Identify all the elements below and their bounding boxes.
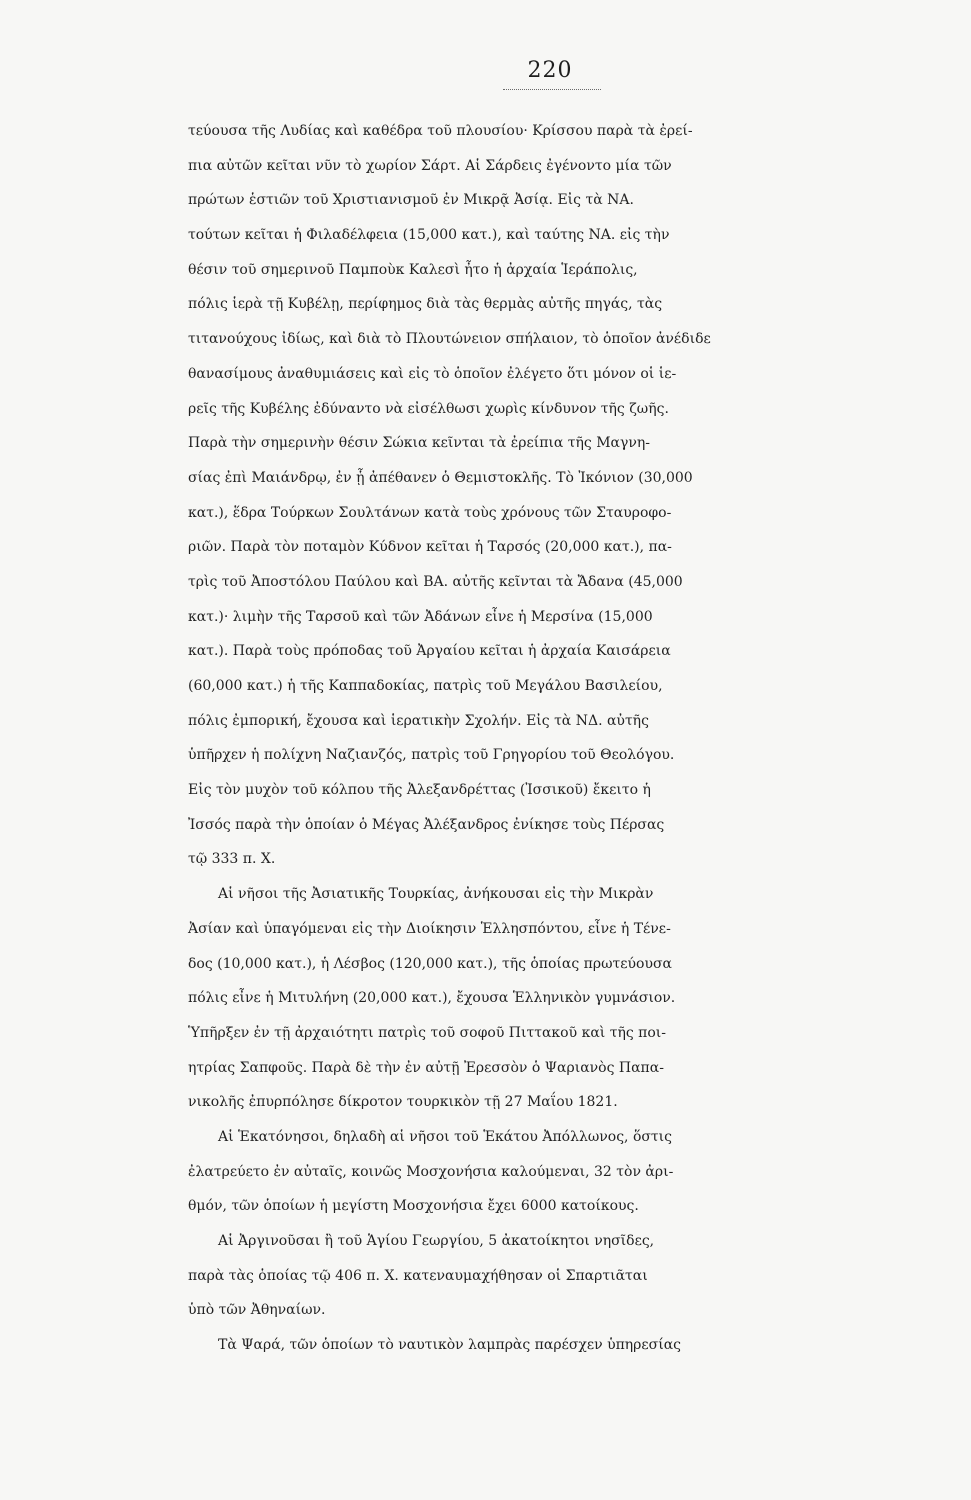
- text-line: ητρίας Σαπφοῦς. Παρὰ δὲ τὴν ἐν αὐτῇ Ἐρεσσὸν ὁ Ψαριανὸς Παπα-: [188, 1059, 664, 1076]
- text-line: πια αὐτῶν κεῖται νῦν τὸ χωρίον Σάρτ. Αἱ Σάρδεις ἐγένοντο μία τῶν: [188, 157, 672, 174]
- text-line: πρώτων ἑστιῶν τοῦ Χριστιανισμοῦ ἐν Μικρᾷ Ἀσίᾳ. Εἰς τὰ ΝΑ.: [188, 192, 634, 209]
- text-line: (60,000 κατ.) ἡ τῆς Καππαδοκίας, πατρὶς τοῦ Μεγάλου Βασιλείου,: [188, 678, 663, 694]
- page-number-rule: [503, 89, 601, 90]
- text-line: ὑπῆρχεν ἡ πολίχνη Ναζιανζός, πατρὶς τοῦ Γρηγορίου τοῦ Θεολόγου.: [188, 747, 675, 764]
- text-line: τῷ 333 π. Χ.: [188, 851, 276, 868]
- text-line: Αἱ Ἑκατόνησοι, δηλαδὴ αἱ νῆσοι τοῦ Ἑκάτου Ἀπόλλωνος, ὅστις: [218, 1128, 673, 1145]
- body-text: [188, 114, 968, 1363]
- text-line: τούτων κεῖται ἡ Φιλαδέλφεια (15,000 κατ.), καὶ ταύτης ΝΑ. εἰς τὴν: [188, 227, 670, 244]
- text-line: Ἀσίαν καὶ ὑπαγόμεναι εἰς τὴν Διοίκησιν Ἑλλησπόντου, εἶνε ἡ Τένε-: [188, 920, 671, 937]
- text-line: Αἱ νῆσοι τῆς Ἀσιατικῆς Τουρκίας, ἀνήκουσαι εἰς τὴν Μικρὰν: [218, 886, 654, 903]
- text-line: τιτανούχους ἰδίως, καὶ διὰ τὸ Πλουτώνειον σπήλαιον, τὸ ὁποῖον ἀνέδιδε: [188, 331, 711, 348]
- text-line: Ὑπῆρξεν ἐν τῇ ἀρχαιότητι πατρὶς τοῦ σοφοῦ Πιττακοῦ καὶ τῆς ποι-: [188, 1024, 666, 1041]
- text-line: κατ.)· λιμὴν τῆς Ταρσοῦ καὶ τῶν Ἀδάνων εἶνε ἡ Μερσίνα (15,000: [188, 608, 653, 625]
- text-line: Παρὰ τὴν σημερινὴν θέσιν Σώκια κεῖνται τὰ ἐρείπια τῆς Μαγνη-: [188, 435, 650, 452]
- text-line: νικολῆς ἐπυρπόλησε δίκροτον τουρκικὸν τῇ 27 Μαΐου 1821.: [188, 1094, 618, 1111]
- text-line: κατ.), ἕδρα Τούρκων Σουλτάνων κατὰ τοὺς χρόνους τῶν Σταυροφο-: [188, 504, 672, 521]
- text-line: θανασίμους ἀναθυμιάσεις καὶ εἰς τὸ ὁποῖον ἐλέγετο ὅτι μόνον οἱ ἱε-: [188, 365, 677, 382]
- text-line: παρὰ τὰς ὁποίας τῷ 406 π. Χ. κατεναυμαχήθησαν οἱ Σπαρτιᾶται: [188, 1267, 648, 1284]
- text-line: πόλις εἶνε ἡ Μιτυλήνη (20,000 κατ.), ἔχουσα Ἑλληνικὸν γυμνάσιον.: [188, 990, 676, 1007]
- text-line: ὑπὸ τῶν Ἀθηναίων.: [188, 1302, 326, 1319]
- text-line: θμόν, τῶν ὁποίων ἡ μεγίστη Μοσχονήσια ἔχει 6000 κατοίκους.: [188, 1198, 639, 1215]
- text-line: πόλις ἱερὰ τῇ Κυβέλῃ, περίφημος διὰ τὰς θερμὰς αὐτῆς πηγάς, τὰς: [188, 296, 663, 313]
- text-line: τεύουσα τῆς Λυδίας καὶ καθέδρα τοῦ πλουσίου· Κρίσσου παρὰ τὰ ἐρεί-: [188, 123, 693, 139]
- text-line: δος (10,000 κατ.), ἡ Λέσβος (120,000 κατ.), τῆς ὁποίας πρωτεύουσα: [188, 955, 672, 972]
- text-line: ρεῖς τῆς Κυβέλης ἐδύναντο νὰ εἰσέλθωσι χωρὶς κίνδυνον τῆς ζωῆς.: [188, 400, 669, 417]
- text-line: πόλις ἐμπορική, ἔχουσα καὶ ἱερατικὴν Σχολήν. Εἰς τὰ ΝΔ. αὐτῆς: [188, 712, 649, 729]
- text-line: Ἰσσός παρὰ τὴν ὁποίαν ὁ Μέγας Ἀλέξανδρος ἐνίκησε τοὺς Πέρσας: [188, 816, 665, 833]
- text-line: κατ.). Παρὰ τοὺς πρόποδας τοῦ Ἀργαίου κεῖται ἡ ἀρχαία Καισάρεια: [188, 643, 671, 660]
- text-line: τρὶς τοῦ Ἀποστόλου Παύλου καὶ ΒΑ. αὐτῆς κεῖνται τὰ Ἄδανα (45,000: [188, 573, 683, 590]
- text-line: Εἰς τὸν μυχὸν τοῦ κόλπου τῆς Ἀλεξανδρέττας (Ἰσσικοῦ) ἔκειτο ἡ: [188, 782, 651, 799]
- text-line: σίας ἐπὶ Μαιάνδρῳ, ἐν ᾗ ἀπέθανεν ὁ Θεμιστοκλῆς. Τὸ Ἰκόνιον (30,000: [188, 469, 693, 486]
- text-line: Αἱ Ἀργινοῦσαι ἢ τοῦ Ἁγίου Γεωργίου, 5 ἀκατοίκητοι νησῖδες,: [218, 1233, 655, 1249]
- page-number: 220: [527, 58, 573, 83]
- text-line: ριῶν. Παρὰ τὸν ποταμὸν Κύδνον κεῖται ἡ Ταρσός (20,000 κατ.), πα-: [188, 539, 672, 556]
- text-line: Τὰ Ψαρά, τῶν ὁποίων τὸ ναυτικὸν λαμπρὰς παρέσχεν ὑπηρεσίας: [218, 1337, 681, 1354]
- text-line: θέσιν τοῦ σημερινοῦ Παμποὺκ Καλεσὶ ἦτο ἡ ἀρχαία Ἱεράπολις,: [188, 261, 638, 278]
- text-line: ἐλατρεύετο ἐν αὐταῖς, κοινῶς Μοσχονήσια καλούμεναι, 32 τὸν ἀρι-: [188, 1163, 674, 1180]
